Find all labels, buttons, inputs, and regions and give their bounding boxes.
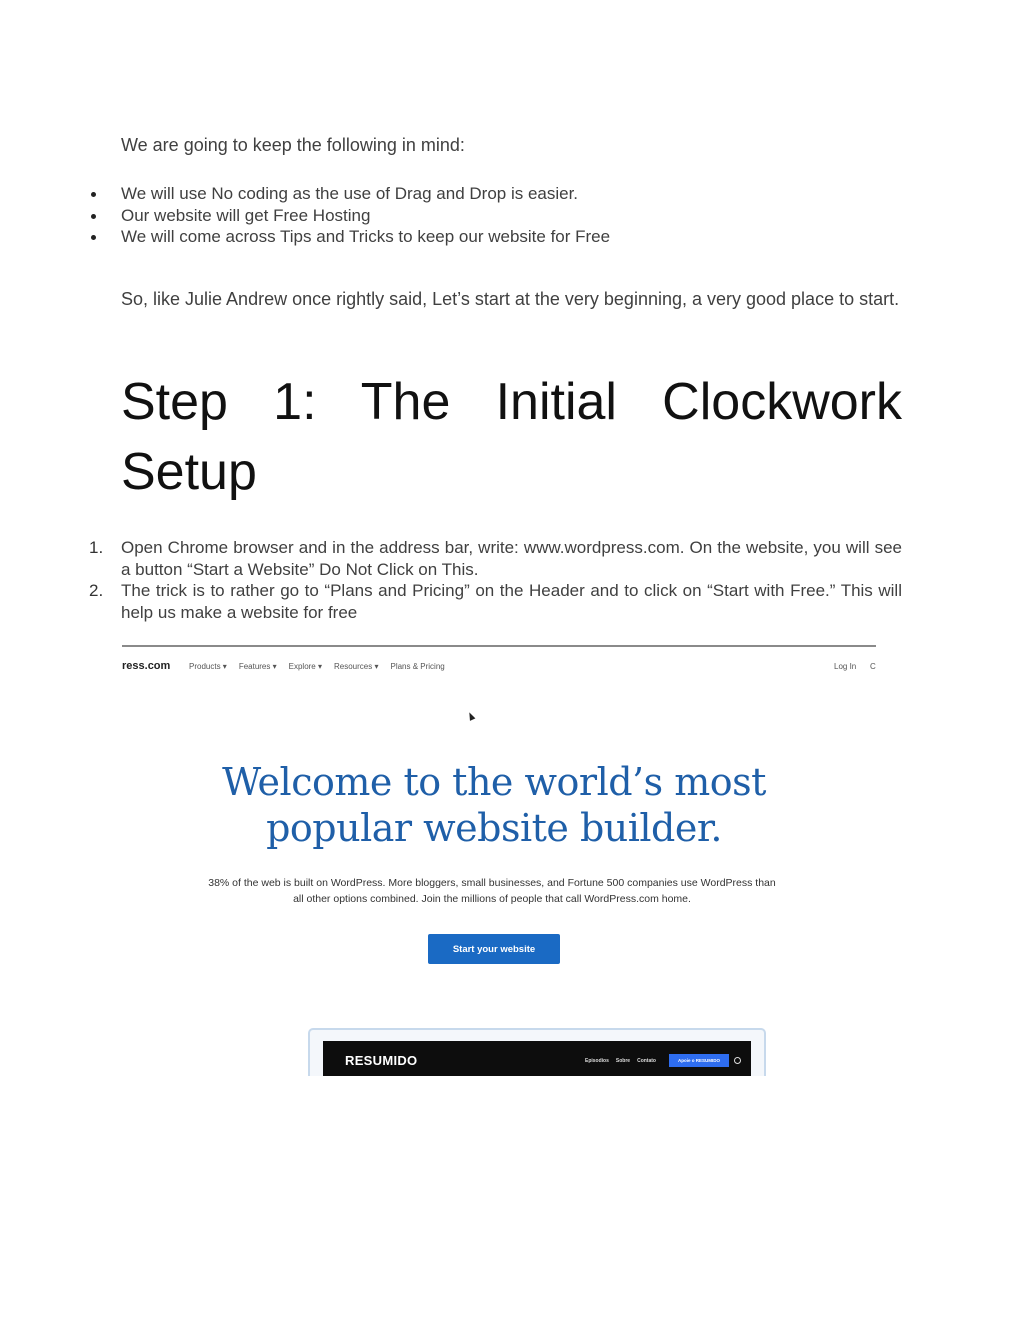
wp-menu-features[interactable]: Features ▾	[238, 662, 277, 671]
preview-site-title: RESUMIDO	[345, 1053, 418, 1068]
wp-login-link[interactable]: Log In	[834, 662, 857, 671]
list-item-text: We will use No coding as the use of Drag and Drop is easier.	[121, 184, 579, 203]
bullet-dot-icon	[91, 214, 96, 219]
quote-paragraph: So, like Julie Andrew once rightly said, Let’s start at the very beginning, a very good place to start.	[121, 289, 900, 309]
list-item	[0, 226, 1024, 248]
list-item-text: We will come across Tips and Tricks to keep our website for Free	[121, 227, 611, 246]
wp-preview-site	[323, 1041, 751, 1076]
step-item	[0, 580, 902, 623]
list-item	[0, 183, 1024, 205]
wp-menu-explore[interactable]: Explore ▾	[288, 662, 322, 671]
wp-menu-resources[interactable]: Resources ▾	[334, 662, 379, 671]
wp-hero-title	[122, 759, 866, 851]
preview-menu-item: Episodios	[585, 1058, 609, 1064]
search-icon	[734, 1057, 741, 1064]
step-item	[0, 537, 902, 580]
step-number: 1.	[89, 538, 104, 557]
wp-preview-frame	[308, 1028, 766, 1076]
wp-header-nav	[122, 655, 876, 679]
wp-logo: ress.com	[122, 660, 171, 672]
step-text: The trick is to rather go to “Plans and Pricing” on the Header and to click on “Start with Free.” This will help us make a website for free	[121, 581, 902, 622]
preview-menu-item: Contato	[637, 1058, 656, 1064]
step-text: Open Chrome browser and in the address bar, write: www.wordpress.com. On the website, you will see a button “Start a Website” Do Not Click on This.	[121, 538, 902, 579]
wp-hero-title-line1: Welcome to the world’s most	[222, 760, 766, 804]
wp-menu-products[interactable]: Products ▾	[189, 662, 227, 671]
section-heading: Step 1: The Initial Clockwork Setup	[121, 373, 902, 501]
wp-menu-plans-pricing[interactable]: Plans & Pricing	[390, 662, 445, 671]
start-website-button[interactable]: Start your website	[428, 934, 560, 964]
step-number: 2.	[89, 581, 104, 600]
bullet-dot-icon	[91, 235, 96, 240]
wp-extra-link[interactable]: C	[870, 662, 876, 671]
preview-menu	[585, 1058, 656, 1064]
list-item-text: Our website will get Free Hosting	[121, 205, 371, 225]
wordpress-screenshot	[122, 645, 876, 1076]
intro-text: We are going to keep the following in mind:	[121, 135, 465, 155]
list-item	[0, 205, 1024, 227]
preview-support-button: Apoie o RESUMIDO	[669, 1054, 729, 1067]
wp-menu	[189, 662, 445, 671]
bullet-list	[0, 183, 1024, 248]
steps-list	[0, 537, 1024, 623]
preview-menu-item: Sobre	[615, 1058, 631, 1064]
bullet-dot-icon	[91, 192, 96, 197]
mouse-cursor-icon	[467, 711, 476, 721]
wp-hero-title-line2: popular website builder.	[266, 806, 722, 850]
wp-hero-subtitle: 38% of the web is built on WordPress. More bloggers, small businesses, and Fortune 500 companies use WordPress than all other options combined. Join the millions of people that call WordPress.com home.	[208, 877, 776, 905]
